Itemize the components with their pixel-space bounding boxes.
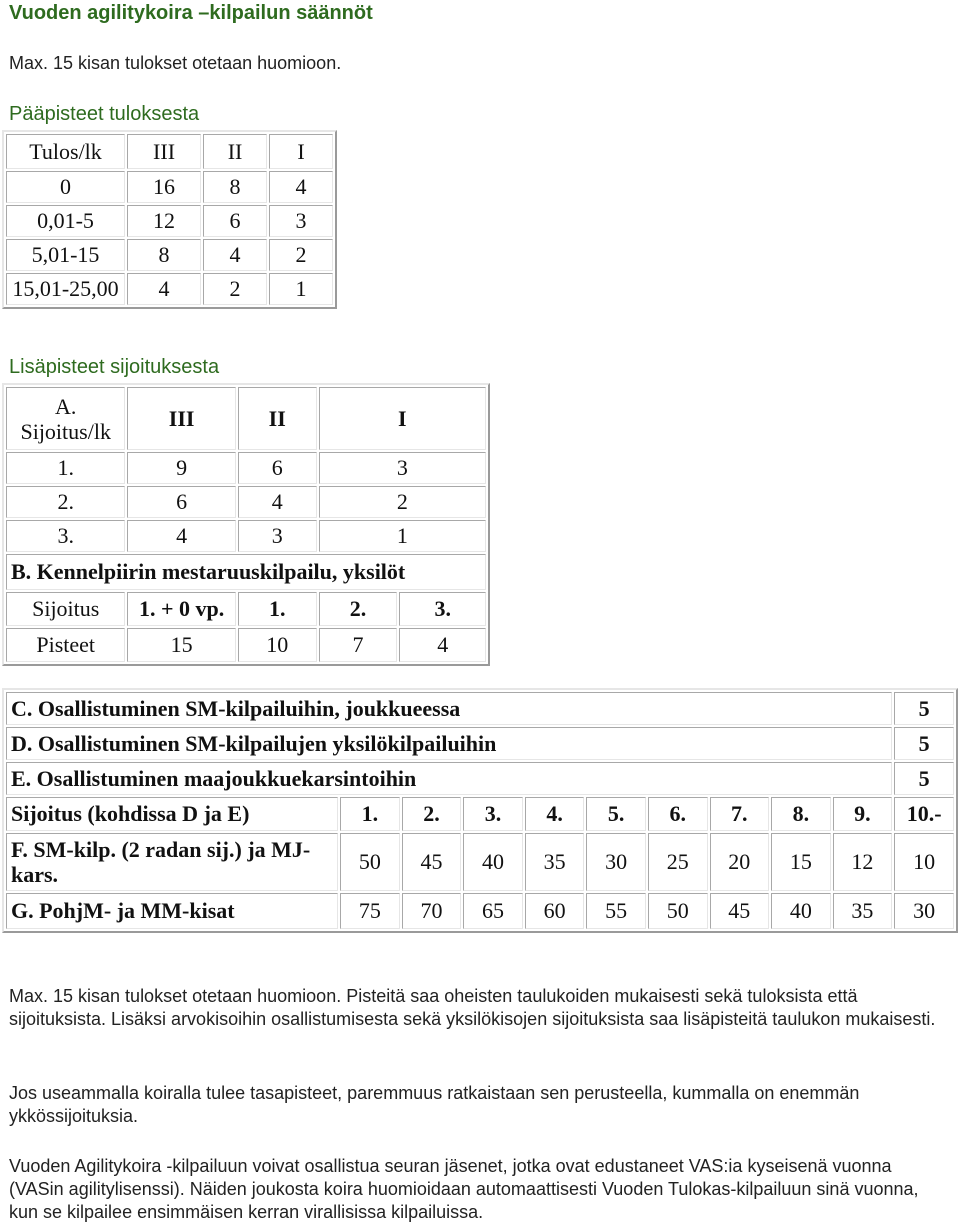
- table-cell: 4: [399, 628, 486, 662]
- table-cell: 60: [525, 893, 585, 929]
- table-cell: 20: [710, 833, 770, 891]
- table-cell: 2: [319, 486, 486, 518]
- table-cell: 35: [833, 893, 893, 929]
- table-row: [6, 520, 486, 552]
- row-c-value: 5: [894, 692, 954, 725]
- table-cell: 4: [269, 171, 333, 203]
- table-cell: 5,01-15: [6, 239, 125, 271]
- table-row: [6, 171, 333, 203]
- placement-label: Sijoitus (kohdissa D ja E): [6, 797, 338, 831]
- table-cell: 2: [203, 273, 267, 305]
- table-cell: 7: [319, 628, 398, 662]
- table-cell: 3: [319, 452, 486, 484]
- table-cell: 8: [127, 239, 201, 271]
- table-row: [6, 762, 954, 795]
- placement-cell: 1.: [340, 797, 400, 831]
- table-cell: 12: [833, 833, 893, 891]
- table-cell: 2.: [319, 592, 398, 626]
- table-cell: Pisteet: [6, 628, 125, 662]
- page-title: Vuoden agilitykoira –kilpailun säännöt: [9, 2, 373, 24]
- table-cell: 15,01-25,00: [6, 273, 125, 305]
- table-cell: 3: [238, 520, 317, 552]
- main-points-heading: Pääpisteet tuloksesta: [9, 103, 200, 125]
- table-header-row: [6, 387, 486, 450]
- table-cell: 15: [771, 833, 831, 891]
- header-placement-label: Sijoitus/lk: [20, 418, 111, 444]
- table-cell: 0,01-5: [6, 205, 125, 237]
- placement-cell: 4.: [525, 797, 585, 831]
- table-cell: 30: [586, 833, 646, 891]
- table-cell: 70: [402, 893, 462, 929]
- header-cell: Tulos/lk: [6, 134, 125, 169]
- table-cell: 50: [340, 833, 400, 891]
- table-cell: 4: [203, 239, 267, 271]
- intro-text: Max. 15 kisan tulokset otetaan huomioon.: [9, 53, 342, 73]
- table-cell: 12: [127, 205, 201, 237]
- row-g-label: G. PohjM- ja MM-kisat: [6, 893, 338, 929]
- table-cell: 0: [6, 171, 125, 203]
- table-cell: 2.: [6, 486, 125, 518]
- table-row: [6, 239, 333, 271]
- table-cell: 9: [127, 452, 235, 484]
- table-cell: 50: [648, 893, 708, 929]
- table-cell: 4: [127, 520, 235, 552]
- bonus-points-table: [2, 383, 490, 666]
- placement-cell: 6.: [648, 797, 708, 831]
- table-row: [6, 727, 954, 760]
- header-cell: I: [319, 387, 486, 450]
- table-cell: 6: [203, 205, 267, 237]
- table-cell: 1.: [6, 452, 125, 484]
- table-row: [6, 797, 954, 831]
- table-cell: 3: [269, 205, 333, 237]
- table-cell: 65: [463, 893, 523, 929]
- row-e-label: E. Osallistuminen maajoukkuekarsintoihin: [6, 762, 892, 795]
- table-row: [6, 692, 954, 725]
- table-row: [6, 452, 486, 484]
- table-cell: 1. + 0 vp.: [127, 592, 235, 626]
- row-c-label: C. Osallistuminen SM-kilpailuihin, joukkueessa: [6, 692, 892, 725]
- table-row: [6, 205, 333, 237]
- header-cell: III: [127, 387, 235, 450]
- table-row: [6, 833, 954, 891]
- table-cell: 3.: [399, 592, 486, 626]
- table-cell: 4: [127, 273, 201, 305]
- table-cell: 3.: [6, 520, 125, 552]
- table-cell: 55: [586, 893, 646, 929]
- table-cell: 75: [340, 893, 400, 929]
- table-cell: 40: [463, 833, 523, 891]
- header-a-label: A.: [55, 393, 77, 419]
- table-row: [6, 554, 486, 590]
- row-d-label: D. Osallistuminen SM-kilpailujen yksilökilpailuihin: [6, 727, 892, 760]
- placement-cell: 8.: [771, 797, 831, 831]
- table-cell: Sijoitus: [6, 592, 125, 626]
- table-cell: 35: [525, 833, 585, 891]
- bonus-points-heading: Lisäpisteet sijoituksesta: [9, 356, 220, 378]
- header-cell: I: [269, 134, 333, 169]
- table-cell: 16: [127, 171, 201, 203]
- header-cell: III: [127, 134, 201, 169]
- table-cell: 45: [710, 893, 770, 929]
- row-e-value: 5: [894, 762, 954, 795]
- table-cell: 45: [402, 833, 462, 891]
- placement-cell: 7.: [710, 797, 770, 831]
- table-cell: 10: [238, 628, 317, 662]
- table-cell: 1: [269, 273, 333, 305]
- table-cell: 15: [127, 628, 235, 662]
- participation-table: [2, 688, 958, 933]
- table-cell: 1: [319, 520, 486, 552]
- placement-cell: 3.: [463, 797, 523, 831]
- table-cell: 1.: [238, 592, 317, 626]
- header-cell-placement: [6, 387, 125, 450]
- table-cell: 4: [238, 486, 317, 518]
- table-row: [6, 893, 954, 929]
- row-d-value: 5: [894, 727, 954, 760]
- placement-cell: 5.: [586, 797, 646, 831]
- row-f-label: F. SM-kilp. (2 radan sij.) ja MJ-kars.: [6, 833, 338, 891]
- placement-cell: 2.: [402, 797, 462, 831]
- section-b-title: B. Kennelpiirin mestaruuskilpailu, yksilöt: [6, 554, 486, 590]
- table-cell: 6: [127, 486, 235, 518]
- rules-paragraph: Max. 15 kisan tulokset otetaan huomioon. Pisteitä saa oheisten taulukoiden mukaisesti sekä tuloksista että sijoituksista. Lisäksi arvokisoihin osallistumisesta sekä yksilökisojen sijoituksista saa lisäpisteitä taulukon mukaisesti.: [9, 986, 936, 1029]
- main-points-table: [2, 130, 337, 309]
- table-cell: 30: [894, 893, 954, 929]
- table-header-row: [6, 134, 333, 169]
- eligibility-paragraph: Vuoden Agilitykoira -kilpailuun voivat osallistua seuran jäsenet, jotka ovat edustaneet VAS:ia kyseisenä vuonna (VASin agilitylisenssi). Näiden joukosta koira huomioidaan automaattisesti Vuoden Tulokas-kilpailuun sinä vuonna, kun se kilpailee ensimmäisen kerran virallisissa kilpailuissa.: [9, 1156, 919, 1222]
- table-cell: 8: [203, 171, 267, 203]
- placement-cell: 10.-: [894, 797, 954, 831]
- tiebreak-paragraph: Jos useammalla koiralla tulee tasapisteet, paremmuus ratkaistaan sen perusteella, kummalla on enemmän ykkössijoituksia.: [9, 1083, 860, 1126]
- table-cell: 40: [771, 893, 831, 929]
- table-cell: 10: [894, 833, 954, 891]
- table-row: [6, 592, 486, 626]
- table-cell: 2: [269, 239, 333, 271]
- header-cell: II: [203, 134, 267, 169]
- placement-cell: 9.: [833, 797, 893, 831]
- table-row: [6, 273, 333, 305]
- table-cell: 25: [648, 833, 708, 891]
- table-row: [6, 486, 486, 518]
- header-cell: II: [238, 387, 317, 450]
- table-row: [6, 628, 486, 662]
- table-cell: 6: [238, 452, 317, 484]
